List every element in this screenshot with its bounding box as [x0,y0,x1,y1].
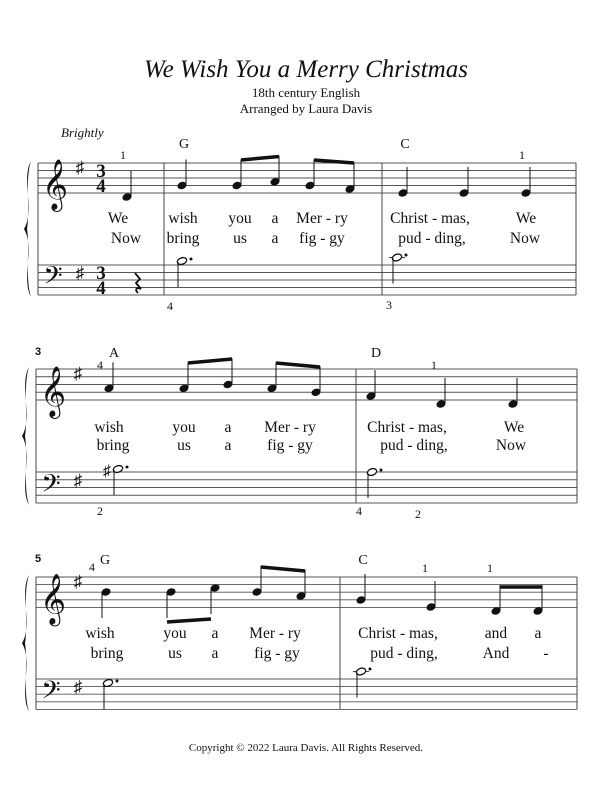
beam [188,359,232,363]
chord-symbol: C [400,137,410,152]
fingering-number: 1 [422,561,428,575]
fingering-number: 4 [356,504,362,518]
note [459,167,470,198]
key-signature-sharp: ♯ [75,263,85,283]
bass-clef: 𝄢 [41,470,61,504]
lyric-verse-2: bring [96,437,130,454]
lyric-verse-2: pud - ding, [398,230,466,247]
lyric-verse-2: fig - gy [299,230,345,247]
lyric-verse-1: and [484,625,508,642]
note [252,566,263,597]
augmentation-dot [380,469,383,472]
half-note-dotted [391,253,402,284]
lyric-verse-1: a [271,210,279,227]
note [267,362,278,393]
chord-symbol: C [358,553,368,568]
chord-symbol: G [178,137,190,152]
fingering-number: 2 [415,507,421,521]
lyric-verse-1: Mer - ry [296,210,348,227]
note [426,581,437,612]
augmentation-dot [369,668,372,671]
lyric-verse-1: Christ - mas, [390,210,470,227]
arranger-credit: Arranged by Laura Davis [239,101,373,116]
beam [167,619,211,622]
lyric-verse-2: pud - ding, [380,437,448,454]
lyric-verse-2: bring [166,230,200,247]
lyric-verse-2: And [482,645,510,662]
lyric-verse-2: Now [110,230,142,247]
measure-number: 3 [34,346,42,358]
quarter-rest [135,273,141,293]
treble-clef: 𝄞 [39,367,67,416]
brace [22,367,29,505]
fingering-number: 1 [519,148,525,162]
lyric-verse-2: us [233,230,247,247]
note [232,160,243,191]
note [296,570,307,601]
note [508,378,519,409]
fingering-number: 4 [167,299,173,313]
note [436,378,447,409]
chord-symbol: A [108,346,120,361]
half-note-dotted [176,256,187,287]
half-note-dotted [366,467,377,498]
fingering-number: 4 [97,358,103,372]
note [533,585,544,616]
lyric-verse-2: pud - ding, [370,645,438,662]
bass-clef: 𝄢 [41,676,61,710]
augmentation-dot [126,466,129,469]
key-signature-sharp: ♯ [73,571,83,591]
note [101,587,112,618]
note [398,167,409,198]
tempo-marking: Brightly [61,125,104,140]
lyric-verse-1: We [107,210,129,227]
key-signature-sharp: ♯ [73,677,83,697]
time-signature-top: 3 [96,263,106,284]
lyric-verse-2: a [211,645,219,662]
fingering-number: 1 [120,148,126,162]
note [305,160,316,191]
treble-clef: 𝄞 [39,574,67,624]
note [223,359,234,390]
key-signature-sharp: ♯ [75,157,85,177]
treble-staff [36,369,577,400]
lyric-verse-2: fig - gy [254,645,300,662]
note [270,156,281,187]
lyric-verse-2: a [224,437,232,454]
beam [276,363,320,367]
lyric-verse-1: Mer - ry [249,625,301,642]
note [366,370,377,401]
key-signature-sharp: ♯ [73,363,83,383]
lyric-verse-1: We [503,419,525,436]
lyric-verse-1: Mer - ry [264,419,316,436]
sharp-accidental: ♯ [103,463,111,480]
lyric-verse-2: us [168,645,182,662]
lyric-verse-2: us [177,437,191,454]
augmentation-dot [190,258,193,261]
treble-staff [36,577,577,607]
note [122,171,133,202]
fingering-number: 3 [386,298,392,312]
lyric-verse-2: Now [495,437,527,454]
bass-clef: 𝄢 [43,262,63,296]
note [177,160,188,191]
time-signature-bottom: 4 [96,278,106,299]
beam [261,567,305,571]
note [311,366,322,397]
lyric-verse-2: - [543,645,549,662]
chord-symbol: D [370,346,382,361]
time-signature-top: 3 [96,161,106,182]
half-note-dotted [355,667,366,698]
bass-staff [36,676,577,710]
beam [241,157,279,161]
note [356,574,367,605]
copyright-notice: Copyright © 2022 Laura Davis. All Rights Reserved. [188,742,424,754]
lyric-verse-1: you [172,419,196,436]
treble-clef: 𝄞 [41,160,69,209]
lyric-verse-1: wish [85,625,115,642]
bass-staff [38,262,576,296]
lyric-verse-1: Christ - mas, [358,625,438,642]
lyric-verse-1: wish [168,210,198,227]
note [210,583,221,614]
note [166,587,177,618]
lyric-verse-2: bring [90,645,124,662]
song-origin: 18th century English [251,85,361,100]
lyric-verse-1: Christ - mas, [367,419,447,436]
time-signature-bottom: 4 [96,176,106,197]
lyric-verse-1: a [534,625,542,642]
measure-number: 5 [34,553,42,565]
bass-staff [36,472,577,503]
augmentation-dot [405,254,408,257]
fingering-number: 2 [97,504,103,518]
lyric-verse-1: a [224,419,232,436]
music-notation [22,137,577,711]
brace [24,161,31,297]
augmentation-dot [116,680,119,683]
half-note-dotted [102,678,113,709]
brace [22,575,29,711]
fingering-number: 1 [431,358,437,372]
lyric-verse-2: fig - gy [267,437,313,454]
fingering-number: 1 [487,561,493,575]
note [179,362,190,393]
lyric-verse-1: wish [94,419,124,436]
lyric-verse-1: you [228,210,252,227]
lyric-verse-2: a [271,230,279,247]
song-title: We Wish You a Merry Christmas [144,56,468,83]
lyric-verse-1: you [163,625,187,642]
note [104,362,115,393]
lyric-verse-1: We [515,210,537,227]
chord-symbol: G [99,553,111,568]
note [491,585,502,616]
lyric-verse-2: Now [509,230,541,247]
fingering-number: 4 [89,560,95,574]
lyric-verse-1: a [211,625,219,642]
note [521,167,532,198]
key-signature-sharp: ♯ [73,470,83,490]
